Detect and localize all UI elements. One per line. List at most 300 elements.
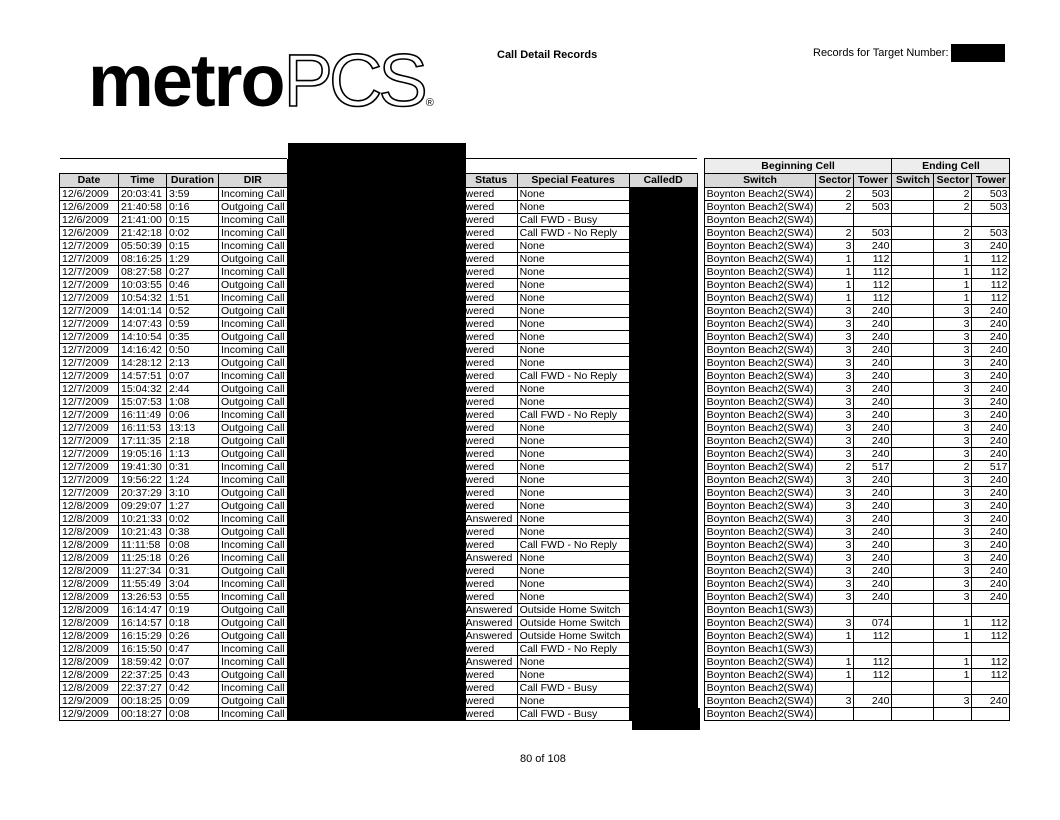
cell-called-redacted [629, 513, 697, 526]
table-row [60, 487, 1010, 500]
cell-begin-switch: Boynton Beach2(SW4) [704, 396, 816, 409]
cell-called-redacted [629, 526, 697, 539]
table-row [60, 344, 1010, 357]
cell-begin-tower: 240 [854, 422, 892, 435]
cell-end-sector: 3 [934, 513, 972, 526]
cell-called-redacted [629, 253, 697, 266]
cell-begin-switch: Boynton Beach2(SW4) [704, 370, 816, 383]
cell-duration: 0:47 [167, 643, 219, 656]
cell-begin-switch: Boynton Beach2(SW4) [704, 591, 816, 604]
cell-begin-sector: 1 [816, 656, 854, 669]
cell-begin-switch: Boynton Beach2(SW4) [704, 214, 816, 227]
cell-begin-switch: Boynton Beach2(SW4) [704, 448, 816, 461]
cell-date: 12/6/2009 [60, 227, 119, 240]
cell-end-sector: 3 [934, 552, 972, 565]
table-row [60, 292, 1010, 305]
table-row [60, 669, 1010, 682]
cell-end-switch [892, 682, 934, 695]
cell-end-tower: 240 [972, 552, 1010, 565]
cell-begin-switch: Boynton Beach2(SW4) [704, 188, 816, 201]
table-row [60, 552, 1010, 565]
cell-begin-switch: Boynton Beach2(SW4) [704, 266, 816, 279]
cell-begin-switch: Boynton Beach2(SW4) [704, 487, 816, 500]
cell-end-tower: 240 [972, 487, 1010, 500]
cell-end-sector: 3 [934, 591, 972, 604]
cell-time: 22:37:27 [119, 682, 167, 695]
cell-time: 09:29:07 [119, 500, 167, 513]
cell-begin-tower: 240 [854, 409, 892, 422]
cell-time: 16:15:29 [119, 630, 167, 643]
cell-begin-switch: Boynton Beach1(SW3) [704, 643, 816, 656]
cell-begin-switch: Boynton Beach2(SW4) [704, 565, 816, 578]
cell-status: wered [465, 240, 517, 253]
cell-duration: 2:44 [167, 383, 219, 396]
cell-time: 14:57:51 [119, 370, 167, 383]
cell-end-sector: 3 [934, 487, 972, 500]
cell-begin-tower: 503 [854, 227, 892, 240]
cell-time: 08:16:25 [119, 253, 167, 266]
cell-end-switch [892, 435, 934, 448]
cell-begin-tower: 240 [854, 500, 892, 513]
cell-time: 11:25:18 [119, 552, 167, 565]
cell-time: 16:11:53 [119, 422, 167, 435]
cell-called-redacted [629, 578, 697, 591]
cell-begin-sector: 3 [816, 396, 854, 409]
ending-cell-header: Ending Cell [892, 159, 1010, 174]
cell-called-redacted [629, 227, 697, 240]
cell-end-tower: 240 [972, 331, 1010, 344]
cell-date: 12/7/2009 [60, 396, 119, 409]
cell-end-sector: 3 [934, 396, 972, 409]
cell-begin-tower: 503 [854, 201, 892, 214]
cell-called-redacted [629, 305, 697, 318]
cell-duration: 0:02 [167, 227, 219, 240]
cell-end-sector: 3 [934, 331, 972, 344]
cell-begin-tower: 503 [854, 188, 892, 201]
cell-date: 12/9/2009 [60, 695, 119, 708]
cell-end-tower: 112 [972, 630, 1010, 643]
cell-end-switch [892, 708, 934, 721]
cell-end-tower: 240 [972, 305, 1010, 318]
cell-begin-switch: Boynton Beach2(SW4) [704, 279, 816, 292]
cell-duration: 0:07 [167, 370, 219, 383]
table-row [60, 305, 1010, 318]
cell-dir: Outgoing Call [219, 253, 288, 266]
cell-duration: 3:59 [167, 188, 219, 201]
col-header-called: CalledD [629, 174, 697, 188]
cell-begin-tower: 240 [854, 240, 892, 253]
cell-end-switch [892, 539, 934, 552]
cell-date: 12/7/2009 [60, 292, 119, 305]
cell-begin-sector [816, 643, 854, 656]
cell-end-sector: 3 [934, 240, 972, 253]
cell-begin-sector: 3 [816, 552, 854, 565]
cell-called-redacted [629, 630, 697, 643]
cell-end-sector: 1 [934, 253, 972, 266]
cell-duration: 1:51 [167, 292, 219, 305]
cell-begin-switch: Boynton Beach2(SW4) [704, 240, 816, 253]
cell-begin-tower [854, 682, 892, 695]
cell-date: 12/7/2009 [60, 344, 119, 357]
cell-end-tower: 240 [972, 383, 1010, 396]
cell-end-tower: 112 [972, 617, 1010, 630]
cell-end-switch [892, 240, 934, 253]
cell-dir: Outgoing Call [219, 565, 288, 578]
cell-special-features: None [517, 305, 629, 318]
cell-end-switch [892, 409, 934, 422]
cell-dir: Incoming Call [219, 591, 288, 604]
cell-end-switch [892, 578, 934, 591]
cell-begin-tower: 240 [854, 526, 892, 539]
cell-begin-sector: 2 [816, 188, 854, 201]
cell-end-sector: 3 [934, 357, 972, 370]
group-header-row [60, 159, 1010, 174]
cell-dir: Incoming Call [219, 227, 288, 240]
table-row [60, 422, 1010, 435]
cell-dir: Outgoing Call [219, 201, 288, 214]
cell-begin-sector: 3 [816, 435, 854, 448]
cell-special-features: None [517, 656, 629, 669]
cell-called-redacted [629, 344, 697, 357]
cell-date: 12/8/2009 [60, 617, 119, 630]
cell-special-features: Call FWD - Busy [517, 682, 629, 695]
cell-duration: 0:19 [167, 604, 219, 617]
cell-dir: Incoming Call [219, 240, 288, 253]
cell-begin-switch: Boynton Beach2(SW4) [704, 461, 816, 474]
cell-time: 21:40:58 [119, 201, 167, 214]
cell-begin-switch: Boynton Beach2(SW4) [704, 695, 816, 708]
cell-begin-switch: Boynton Beach2(SW4) [704, 292, 816, 305]
cell-special-features: None [517, 695, 629, 708]
cell-status: wered [465, 422, 517, 435]
cell-date: 12/8/2009 [60, 578, 119, 591]
cell-date: 12/7/2009 [60, 305, 119, 318]
cell-begin-switch: Boynton Beach2(SW4) [704, 630, 816, 643]
cell-begin-sector: 3 [816, 513, 854, 526]
cell-duration: 0:16 [167, 201, 219, 214]
cell-status: wered [465, 526, 517, 539]
cell-special-features: None [517, 357, 629, 370]
table-row [60, 604, 1010, 617]
cell-end-tower: 112 [972, 292, 1010, 305]
cell-duration: 0:15 [167, 214, 219, 227]
cell-date: 12/8/2009 [60, 513, 119, 526]
cell-status: wered [465, 695, 517, 708]
cell-status: Answered [465, 656, 517, 669]
cell-called-redacted [629, 266, 697, 279]
cell-end-sector: 1 [934, 292, 972, 305]
cell-time: 21:42:18 [119, 227, 167, 240]
cell-special-features: None [517, 565, 629, 578]
cell-begin-switch: Boynton Beach2(SW4) [704, 227, 816, 240]
redaction-block [287, 708, 465, 721]
cell-end-tower: 503 [972, 201, 1010, 214]
cell-end-tower: 240 [972, 500, 1010, 513]
cell-special-features: None [517, 474, 629, 487]
col-header-begin-sector: Sector [816, 174, 854, 188]
cell-time: 18:59:42 [119, 656, 167, 669]
cell-called-redacted [629, 409, 697, 422]
cell-duration: 0:46 [167, 279, 219, 292]
cell-date: 12/7/2009 [60, 383, 119, 396]
cell-begin-sector: 2 [816, 461, 854, 474]
cell-duration: 1:08 [167, 396, 219, 409]
cell-time: 20:03:41 [119, 188, 167, 201]
cell-duration: 1:27 [167, 500, 219, 513]
cell-duration: 0:43 [167, 669, 219, 682]
cell-end-sector: 3 [934, 578, 972, 591]
cell-time: 15:04:32 [119, 383, 167, 396]
cell-time: 16:15:50 [119, 643, 167, 656]
cell-begin-sector: 3 [816, 591, 854, 604]
table-row [60, 630, 1010, 643]
cell-end-switch [892, 201, 934, 214]
cell-dir: Incoming Call [219, 266, 288, 279]
table-row [60, 435, 1010, 448]
cell-duration: 0:07 [167, 656, 219, 669]
cell-special-features: Outside Home Switch [517, 617, 629, 630]
cell-dir: Incoming Call [219, 643, 288, 656]
cell-status: wered [465, 591, 517, 604]
cell-status: wered [465, 396, 517, 409]
cell-end-tower: 240 [972, 240, 1010, 253]
cell-special-features: None [517, 279, 629, 292]
cell-begin-sector: 3 [816, 500, 854, 513]
cell-begin-sector: 3 [816, 383, 854, 396]
table-row [60, 708, 1010, 721]
cell-called-redacted [629, 422, 697, 435]
cell-time: 05:50:39 [119, 240, 167, 253]
cell-dir: Incoming Call [219, 474, 288, 487]
cell-called-redacted [629, 240, 697, 253]
cell-dir: Outgoing Call [219, 669, 288, 682]
cell-date: 12/7/2009 [60, 279, 119, 292]
cell-date: 12/8/2009 [60, 591, 119, 604]
cell-begin-tower: 112 [854, 279, 892, 292]
cell-duration: 2:13 [167, 357, 219, 370]
cell-date: 12/7/2009 [60, 474, 119, 487]
cell-time: 11:11:58 [119, 539, 167, 552]
cell-called-redacted [629, 435, 697, 448]
cell-date: 12/7/2009 [60, 370, 119, 383]
target-number-block [813, 44, 1005, 62]
cell-special-features: Outside Home Switch [517, 604, 629, 617]
cell-duration: 0:31 [167, 461, 219, 474]
cell-begin-tower: 112 [854, 630, 892, 643]
cell-end-switch [892, 305, 934, 318]
cell-begin-sector: 3 [816, 487, 854, 500]
cell-duration: 0:55 [167, 591, 219, 604]
cell-date: 12/8/2009 [60, 539, 119, 552]
cell-duration: 0:08 [167, 708, 219, 721]
cell-dir: Incoming Call [219, 552, 288, 565]
cell-begin-tower: 112 [854, 292, 892, 305]
cell-end-sector: 2 [934, 188, 972, 201]
table-row [60, 526, 1010, 539]
cell-end-tower: 240 [972, 448, 1010, 461]
cell-called-redacted [629, 565, 697, 578]
cell-dir: Incoming Call [219, 318, 288, 331]
cell-begin-sector: 1 [816, 292, 854, 305]
cell-begin-switch: Boynton Beach2(SW4) [704, 422, 816, 435]
cell-time: 15:07:53 [119, 396, 167, 409]
col-header-begin-switch: Switch [704, 174, 816, 188]
cell-special-features: None [517, 513, 629, 526]
cell-date: 12/8/2009 [60, 682, 119, 695]
cell-begin-sector: 3 [816, 344, 854, 357]
cell-end-tower: 240 [972, 565, 1010, 578]
cell-date: 12/8/2009 [60, 526, 119, 539]
cell-called-redacted [629, 552, 697, 565]
cell-dir: Outgoing Call [219, 448, 288, 461]
table-row [60, 331, 1010, 344]
cell-called-redacted [629, 539, 697, 552]
cell-duration: 0:50 [167, 344, 219, 357]
cell-duration: 1:13 [167, 448, 219, 461]
cell-status: Answered [465, 630, 517, 643]
logo-registered-mark: ® [425, 97, 434, 109]
cell-dir: Outgoing Call [219, 617, 288, 630]
cell-special-features: None [517, 526, 629, 539]
cell-special-features: None [517, 552, 629, 565]
cell-dir: Outgoing Call [219, 630, 288, 643]
table-row [60, 253, 1010, 266]
cell-date: 12/7/2009 [60, 448, 119, 461]
cell-end-tower: 517 [972, 461, 1010, 474]
cell-end-sector: 3 [934, 474, 972, 487]
cell-duration: 2:18 [167, 435, 219, 448]
cell-duration: 0:42 [167, 682, 219, 695]
cell-end-switch [892, 695, 934, 708]
cell-end-tower: 240 [972, 539, 1010, 552]
col-header-begin-tower: Tower [854, 174, 892, 188]
cell-end-sector: 3 [934, 448, 972, 461]
cell-end-tower: 240 [972, 318, 1010, 331]
cell-status: wered [465, 487, 517, 500]
cell-date: 12/7/2009 [60, 240, 119, 253]
cell-begin-tower [854, 643, 892, 656]
cell-begin-sector: 3 [816, 409, 854, 422]
cell-begin-tower: 240 [854, 695, 892, 708]
cell-begin-sector: 1 [816, 266, 854, 279]
cell-dir: Outgoing Call [219, 435, 288, 448]
cell-time: 14:10:54 [119, 331, 167, 344]
cell-time: 22:37:25 [119, 669, 167, 682]
cell-end-sector: 3 [934, 344, 972, 357]
cell-duration: 13:13 [167, 422, 219, 435]
cell-begin-sector: 3 [816, 240, 854, 253]
cell-begin-tower: 240 [854, 357, 892, 370]
table-row [60, 383, 1010, 396]
cell-time: 14:01:14 [119, 305, 167, 318]
cell-date: 12/8/2009 [60, 656, 119, 669]
target-number-redacted: 9 [951, 44, 1005, 62]
cell-begin-switch: Boynton Beach2(SW4) [704, 253, 816, 266]
cell-begin-tower [854, 708, 892, 721]
cell-end-tower: 240 [972, 591, 1010, 604]
cell-dir: Incoming Call [219, 461, 288, 474]
logo-pcs-text: PCS [283, 39, 424, 122]
cell-time: 08:27:58 [119, 266, 167, 279]
cell-begin-switch: Boynton Beach2(SW4) [704, 474, 816, 487]
cell-status: wered [465, 305, 517, 318]
cell-status: Answered [465, 552, 517, 565]
cell-time: 11:55:49 [119, 578, 167, 591]
cell-end-sector: 1 [934, 630, 972, 643]
cell-special-features: None [517, 201, 629, 214]
cell-status: wered [465, 448, 517, 461]
cell-date: 12/7/2009 [60, 461, 119, 474]
cell-duration: 0:26 [167, 552, 219, 565]
cell-end-switch [892, 487, 934, 500]
cell-begin-sector: 3 [816, 526, 854, 539]
cell-duration: 0:08 [167, 539, 219, 552]
table-row [60, 500, 1010, 513]
cell-end-switch [892, 279, 934, 292]
cell-status: wered [465, 474, 517, 487]
cell-status: wered [465, 357, 517, 370]
cell-called-redacted [629, 682, 697, 695]
table-row [60, 474, 1010, 487]
cell-special-features: Call FWD - No Reply [517, 370, 629, 383]
cell-end-sector: 3 [934, 435, 972, 448]
cell-called-redacted [629, 357, 697, 370]
cell-called-redacted [629, 461, 697, 474]
cell-date: 12/8/2009 [60, 669, 119, 682]
cell-end-switch [892, 214, 934, 227]
cell-special-features: None [517, 591, 629, 604]
cell-end-tower: 112 [972, 253, 1010, 266]
cell-end-switch [892, 461, 934, 474]
cell-end-tower: 240 [972, 578, 1010, 591]
cell-special-features: None [517, 292, 629, 305]
table-row [60, 318, 1010, 331]
cell-time: 19:56:22 [119, 474, 167, 487]
cell-end-tower: 503 [972, 227, 1010, 240]
logo-metro-text: metro [88, 39, 284, 122]
cell-end-sector: 1 [934, 656, 972, 669]
cell-begin-sector: 1 [816, 253, 854, 266]
cell-time: 14:28:12 [119, 357, 167, 370]
cell-special-features: None [517, 422, 629, 435]
table-row [60, 682, 1010, 695]
redaction-block [288, 143, 466, 708]
cell-status: Answered [465, 604, 517, 617]
cell-special-features: Call FWD - No Reply [517, 643, 629, 656]
cell-called-redacted [629, 604, 697, 617]
cell-status: wered [465, 318, 517, 331]
cell-end-tower: 112 [972, 656, 1010, 669]
cell-begin-tower: 240 [854, 344, 892, 357]
cell-end-switch [892, 383, 934, 396]
cell-dir: Incoming Call [219, 513, 288, 526]
cell-end-tower: 112 [972, 669, 1010, 682]
table-row [60, 656, 1010, 669]
cell-begin-sector: 3 [816, 617, 854, 630]
cell-status: wered [465, 578, 517, 591]
cell-begin-tower: 240 [854, 487, 892, 500]
col-header-time: Time [119, 174, 167, 188]
cell-dir: Incoming Call [219, 188, 288, 201]
cell-begin-tower: 240 [854, 552, 892, 565]
cell-special-features: None [517, 383, 629, 396]
cell-end-switch [892, 656, 934, 669]
cell-dir: Incoming Call [219, 214, 288, 227]
cell-called-redacted [629, 643, 697, 656]
cell-begin-sector: 3 [816, 422, 854, 435]
table-row [60, 513, 1010, 526]
cell-time: 19:05:16 [119, 448, 167, 461]
